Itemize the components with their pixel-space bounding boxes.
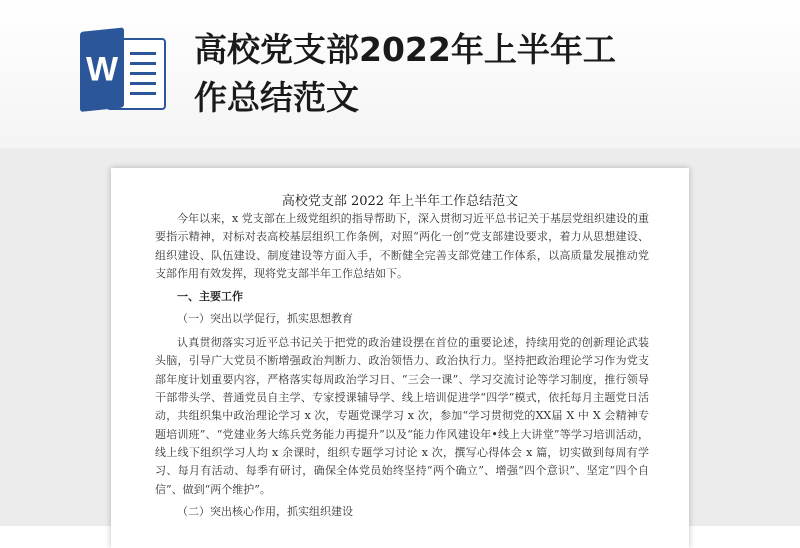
- intro-paragraph: 今年以来，x 党支部在上级党组织的指导帮助下，深入贯彻习近平总书记关于基层党组织建设的重要指示精神，对标对表高校基层组织工作条例，对照“两化一创”党支部建设要求，着力从思想建设、组织建设、队伍建设、制度建设等方面入手，不断健全完善支部党建工作体系，以高质量发展推动党支部作用有效发挥，现将党支部半年工作总结如下。: [155, 212, 649, 280]
- section-heading: 一、主要工作: [177, 290, 243, 304]
- body-paragraph: 认真贯彻落实习近平总书记关于把党的政治建设摆在首位的重要论述，持续用党的创新理论武装头脑，引导广大党员不断增强政治判断力、政治领悟力、政治执行力。坚持把政治理论学习作为党支部年度计划重要内容，严格落实每周政治学习日、“三会一课”、学习交流讨论等学习制度，推行领导干部带头学、普通党员自主学、专家授课辅导学、线上培训促进学“四学”模式，依托每月主题党日活动，共组织集中政治理论学习 x 次，专题党课学习 x 次，参加“学习贯彻党的XX届 X 中 X 会精神专题培训班”、“党建业务大练兵党务能力再提升”以及“能力作风建设年•线上大讲堂”等学习培训活动，线上线下组织学习人均 x 余课时，组织专题学习讨论 x 次，撰写心得体会 x 篇，切实做到每周有学习、每月有活动、每季有研讨，确保全体党员始终坚持“两个确立”、增强“四个意识”、坚定“四个自信”、做到“两个维护”。: [155, 336, 649, 496]
- page-title: 高校党支部2022年上半年工作总结范文: [194, 30, 616, 117]
- document-page: [111, 168, 689, 548]
- subsection-heading: （一）突出以学促行，抓实思想教育: [177, 312, 353, 326]
- word-letter: W: [85, 50, 119, 89]
- word-doc-icon: [80, 32, 166, 112]
- word-badge: [80, 27, 124, 112]
- subsection-heading-2: （二）突出核心作用，抓实组织建设: [177, 504, 353, 518]
- document-body: [155, 210, 649, 523]
- document-title: 高校党支部 2022 年上半年工作总结范文: [281, 194, 519, 209]
